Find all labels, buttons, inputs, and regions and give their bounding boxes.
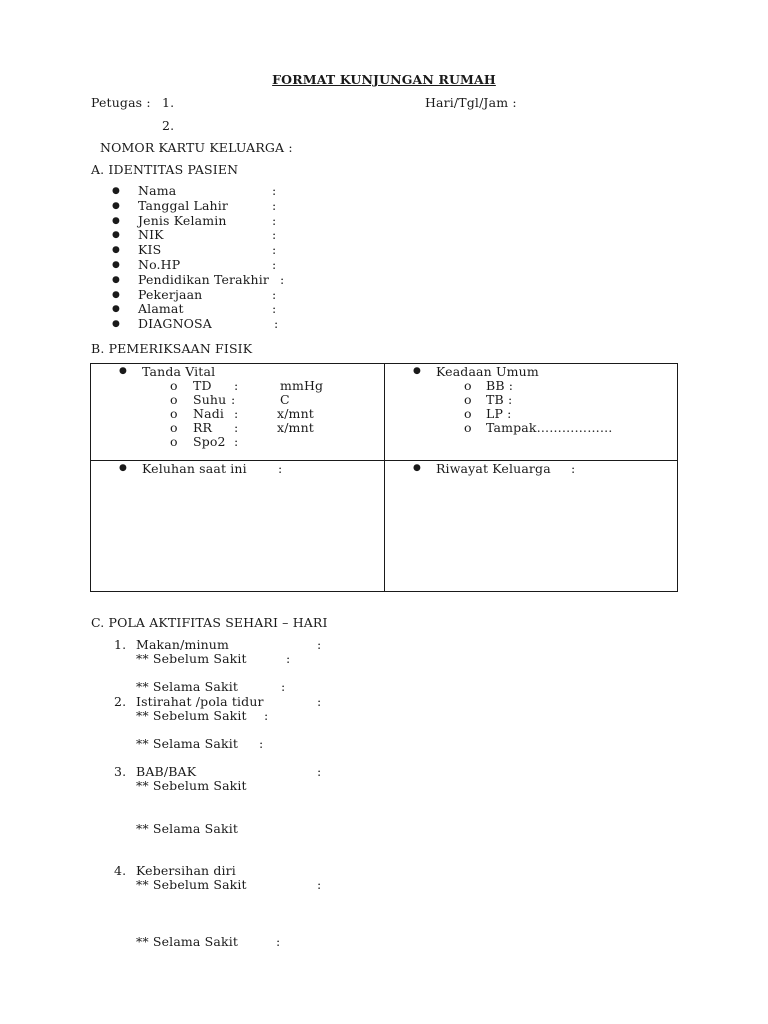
identitas-item: ● No.HP :: [112, 256, 277, 272]
vital-unit: mmHg: [280, 378, 324, 393]
aktivitas-label: Istirahat /pola tidur: [136, 694, 264, 709]
identitas-item: ● Tanggal Lahir :: [112, 197, 277, 213]
bullet-icon: ●: [112, 215, 121, 226]
aktivitas-number: 1.: [114, 637, 127, 652]
vital-unit: x/mnt: [277, 420, 314, 435]
selama-sakit-colon: :: [276, 934, 281, 949]
bullet-icon: ●: [112, 289, 121, 300]
identitas-item: ● Pekerjaan :: [112, 286, 277, 302]
vital-name: Spo2: [193, 434, 226, 449]
form-title: FORMAT KUNJUNGAN RUMAH: [272, 72, 496, 87]
vital-name: RR: [193, 420, 213, 435]
bullet-icon: ●: [112, 274, 121, 285]
circle-bullet-icon: o: [464, 406, 472, 421]
vital-name: Nadi: [193, 406, 224, 421]
vital-unit: x/mnt: [277, 406, 314, 421]
identitas-item: ● Pendidikan Terakhir :: [112, 271, 285, 287]
sebelum-sakit-label: ** Sebelum Sakit: [136, 651, 247, 666]
identitas-item: ● Jenis Kelamin :: [112, 212, 277, 228]
bullet-icon: ●: [119, 463, 128, 473]
aktivitas-number: 3.: [114, 764, 127, 779]
keadaan-item: TB :: [486, 392, 513, 407]
keadaan-item: LP :: [486, 406, 512, 421]
hari-tgl-jam-label: Hari/Tgl/Jam :: [425, 95, 517, 110]
selama-sakit-label: ** Selama Sakit: [136, 736, 239, 751]
sebelum-sakit-colon: :: [317, 877, 322, 892]
section-b-heading: B. PEMERIKSAAN FISIK: [91, 341, 253, 356]
sebelum-sakit-colon: :: [286, 651, 291, 666]
keadaan-umum-label: Keadaan Umum: [436, 364, 539, 379]
keluhan-colon: :: [278, 461, 283, 476]
sebelum-sakit-label: ** Sebelum Sakit: [136, 877, 247, 892]
sebelum-sakit-colon: :: [264, 708, 269, 723]
circle-bullet-icon: o: [170, 406, 178, 421]
identitas-item: ● Alamat :: [112, 301, 277, 317]
section-a-heading: A. IDENTITAS PASIEN: [91, 162, 239, 177]
bullet-icon: ●: [119, 366, 128, 376]
aktivitas-label: Makan/minum: [136, 637, 229, 652]
tanda-vital-label: Tanda Vital: [142, 364, 216, 379]
aktivitas-colon: :: [317, 637, 322, 652]
vital-name: Suhu: [193, 392, 227, 407]
petugas-2: 2.: [162, 118, 175, 133]
identitas-item: ● NIK :: [112, 227, 277, 243]
circle-bullet-icon: o: [170, 378, 178, 393]
keluhan-cell: [91, 461, 385, 592]
vital-colon: :: [234, 378, 239, 393]
bullet-icon: ●: [112, 304, 121, 315]
aktivitas-colon: :: [317, 764, 322, 779]
bullet-icon: ●: [112, 186, 121, 196]
circle-bullet-icon: o: [170, 420, 178, 435]
vital-colon: :: [234, 406, 239, 421]
circle-bullet-icon: o: [170, 434, 178, 449]
bullet-icon: ●: [112, 319, 121, 330]
selama-sakit-colon: :: [281, 679, 286, 694]
selama-sakit-label: ** Selama Sakit: [136, 934, 239, 949]
identitas-item: ● DIAGNOSA :: [112, 316, 279, 332]
keadaan-item: BB :: [486, 378, 514, 393]
sebelum-sakit-label: ** Sebelum Sakit: [136, 708, 247, 723]
circle-bullet-icon: o: [170, 392, 178, 407]
aktivitas-number: 4.: [114, 863, 127, 878]
selama-sakit-colon: :: [259, 736, 264, 751]
selama-sakit-label: ** Selama Sakit: [136, 679, 239, 694]
riwayat-colon: :: [571, 461, 576, 476]
bullet-icon: ●: [413, 366, 422, 376]
tanda-vital-cell: [91, 364, 385, 461]
aktivitas-label: Kebersihan diri: [136, 863, 236, 878]
keadaan-item: Tampak………………: [486, 420, 613, 435]
riwayat-keluarga-cell: [385, 461, 678, 592]
bullet-icon: ●: [112, 259, 121, 270]
petugas-1: 1.: [162, 95, 175, 110]
identitas-item: ● Nama :: [112, 183, 277, 198]
keluhan-label: Keluhan saat ini: [142, 461, 247, 476]
aktivitas-label: BAB/BAK: [136, 764, 197, 779]
nomor-kartu-keluarga: NOMOR KARTU KELUARGA :: [100, 140, 293, 155]
pemeriksaan-fisik-table: [90, 363, 678, 592]
identitas-list: [112, 184, 412, 332]
bullet-icon: ●: [112, 245, 121, 256]
selama-sakit-label: ** Selama Sakit: [136, 821, 239, 836]
petugas-label: Petugas :: [91, 95, 151, 110]
vital-colon: :: [234, 420, 239, 435]
bullet-icon: ●: [112, 200, 121, 211]
circle-bullet-icon: o: [464, 378, 472, 393]
bullet-icon: ●: [112, 230, 121, 241]
vital-unit: C: [280, 392, 290, 407]
circle-bullet-icon: o: [464, 420, 472, 435]
vital-colon: :: [231, 392, 236, 407]
vital-name: TD: [193, 378, 212, 393]
section-c-heading: C. POLA AKTIFITAS SEHARI – HARI: [91, 615, 328, 630]
sebelum-sakit-label: ** Sebelum Sakit: [136, 778, 247, 793]
bullet-icon: ●: [413, 463, 422, 473]
keadaan-umum-cell: [385, 364, 678, 461]
aktivitas-number: 2.: [114, 694, 127, 709]
aktivitas-colon: :: [317, 694, 322, 709]
vital-colon: :: [234, 434, 239, 449]
identitas-item: ● KIS :: [112, 242, 277, 258]
riwayat-keluarga-label: Riwayat Keluarga: [436, 461, 551, 476]
circle-bullet-icon: o: [464, 392, 472, 407]
